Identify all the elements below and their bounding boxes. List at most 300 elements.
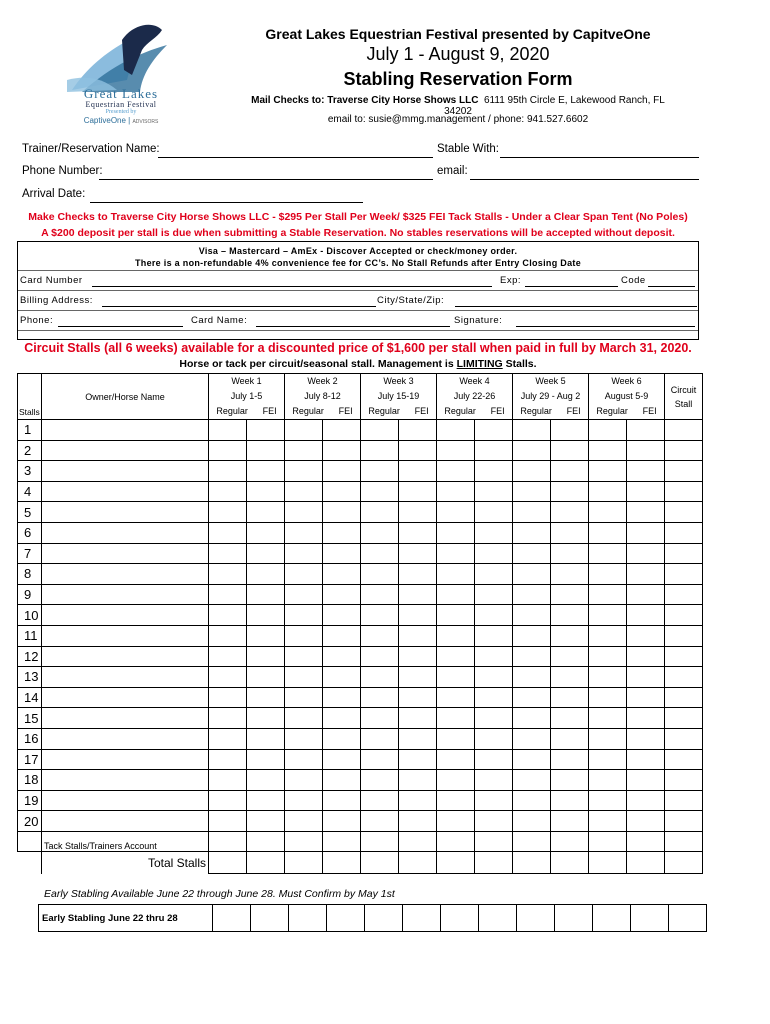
stall-cell[interactable] (361, 564, 399, 585)
stall-cell[interactable] (513, 770, 551, 791)
stall-cell[interactable] (665, 811, 703, 832)
stall-cell[interactable] (551, 667, 589, 688)
stall-cell[interactable] (513, 646, 551, 667)
stall-cell[interactable] (323, 790, 361, 811)
stall-cell[interactable] (399, 790, 437, 811)
stall-cell[interactable] (437, 461, 475, 482)
total-cell[interactable] (589, 852, 627, 874)
owner-horse-cell[interactable] (42, 749, 209, 770)
stall-cell[interactable] (665, 440, 703, 461)
early-stabling-cell[interactable] (631, 905, 669, 932)
owner-horse-cell[interactable] (42, 646, 209, 667)
stall-cell[interactable] (589, 564, 627, 585)
stall-cell[interactable] (627, 625, 665, 646)
stall-cell[interactable] (323, 625, 361, 646)
stall-cell[interactable] (627, 708, 665, 729)
stall-cell[interactable] (513, 584, 551, 605)
stall-cell[interactable] (513, 481, 551, 502)
stall-cell[interactable] (665, 420, 703, 441)
stall-cell[interactable] (209, 811, 247, 832)
stall-cell[interactable] (247, 728, 285, 749)
stall-cell[interactable] (285, 543, 323, 564)
stall-cell[interactable] (285, 605, 323, 626)
stall-cell[interactable] (475, 605, 513, 626)
stall-cell[interactable] (475, 728, 513, 749)
stall-cell[interactable] (551, 790, 589, 811)
stall-cell[interactable] (513, 728, 551, 749)
stall-cell[interactable] (399, 564, 437, 585)
owner-horse-cell[interactable] (42, 440, 209, 461)
stall-cell[interactable] (323, 749, 361, 770)
early-stabling-cell[interactable] (517, 905, 555, 932)
stall-cell[interactable] (589, 811, 627, 832)
stall-cell[interactable] (437, 811, 475, 832)
stall-cell[interactable] (437, 625, 475, 646)
stall-cell[interactable] (513, 708, 551, 729)
stall-cell[interactable] (589, 708, 627, 729)
owner-horse-cell[interactable] (42, 728, 209, 749)
stall-cell[interactable] (513, 461, 551, 482)
stall-cell[interactable] (399, 687, 437, 708)
stall-cell[interactable] (665, 481, 703, 502)
stall-cell[interactable] (475, 481, 513, 502)
early-stabling-cell[interactable] (289, 905, 327, 932)
stall-cell[interactable] (551, 420, 589, 441)
owner-horse-cell[interactable] (42, 543, 209, 564)
stall-cell[interactable] (437, 584, 475, 605)
stall-cell[interactable] (665, 749, 703, 770)
stall-cell[interactable] (247, 564, 285, 585)
stall-cell[interactable] (247, 584, 285, 605)
stall-cell[interactable] (285, 770, 323, 791)
stall-cell[interactable] (513, 687, 551, 708)
stall-cell[interactable] (627, 481, 665, 502)
stall-cell[interactable] (589, 481, 627, 502)
stall-cell[interactable] (551, 831, 589, 852)
stall-cell[interactable] (361, 728, 399, 749)
stall-cell[interactable] (361, 790, 399, 811)
stall-cell[interactable] (513, 749, 551, 770)
stall-cell[interactable] (513, 625, 551, 646)
stall-cell[interactable] (285, 667, 323, 688)
stall-cell[interactable] (475, 646, 513, 667)
stall-cell[interactable] (247, 605, 285, 626)
stall-cell[interactable] (627, 728, 665, 749)
stable-with-input[interactable] (500, 145, 699, 158)
stall-cell[interactable] (361, 584, 399, 605)
stall-cell[interactable] (475, 420, 513, 441)
stall-cell[interactable] (551, 728, 589, 749)
stall-cell[interactable] (475, 564, 513, 585)
stall-cell[interactable] (475, 625, 513, 646)
stall-cell[interactable] (247, 502, 285, 523)
early-stabling-cell[interactable] (403, 905, 441, 932)
stall-cell[interactable] (513, 831, 551, 852)
stall-cell[interactable] (665, 831, 703, 852)
stall-cell[interactable] (323, 420, 361, 441)
total-cell[interactable] (323, 852, 361, 874)
stall-cell[interactable] (437, 687, 475, 708)
stall-cell[interactable] (209, 502, 247, 523)
owner-horse-cell[interactable] (42, 667, 209, 688)
stall-cell[interactable] (247, 790, 285, 811)
stall-cell[interactable] (627, 646, 665, 667)
stall-cell[interactable] (247, 646, 285, 667)
early-stabling-cell[interactable] (441, 905, 479, 932)
stall-cell[interactable] (361, 646, 399, 667)
stall-cell[interactable] (437, 522, 475, 543)
stall-cell[interactable] (361, 543, 399, 564)
stall-cell[interactable] (247, 687, 285, 708)
stall-cell[interactable] (285, 728, 323, 749)
stall-cell[interactable] (399, 543, 437, 564)
stall-cell[interactable] (323, 584, 361, 605)
stall-cell[interactable] (589, 420, 627, 441)
stall-cell[interactable] (627, 605, 665, 626)
stall-cell[interactable] (247, 543, 285, 564)
stall-cell[interactable] (399, 831, 437, 852)
stall-cell[interactable] (323, 605, 361, 626)
stall-cell[interactable] (665, 543, 703, 564)
stall-cell[interactable] (513, 502, 551, 523)
stall-cell[interactable] (323, 667, 361, 688)
stall-cell[interactable] (399, 481, 437, 502)
card-number-input[interactable] (92, 277, 492, 287)
stall-cell[interactable] (209, 625, 247, 646)
stall-cell[interactable] (589, 625, 627, 646)
stall-cell[interactable] (209, 708, 247, 729)
stall-cell[interactable] (285, 564, 323, 585)
stall-cell[interactable] (247, 811, 285, 832)
stall-cell[interactable] (323, 543, 361, 564)
owner-horse-cell[interactable] (42, 625, 209, 646)
stall-cell[interactable] (209, 770, 247, 791)
early-stabling-cell[interactable] (213, 905, 251, 932)
stall-cell[interactable] (589, 605, 627, 626)
early-stabling-cell[interactable] (365, 905, 403, 932)
stall-cell[interactable] (437, 831, 475, 852)
total-cell[interactable] (437, 852, 475, 874)
stall-cell[interactable] (285, 461, 323, 482)
owner-horse-cell[interactable] (42, 481, 209, 502)
stall-cell[interactable] (247, 420, 285, 441)
stall-cell[interactable] (589, 790, 627, 811)
stall-cell[interactable] (285, 625, 323, 646)
stall-cell[interactable] (323, 687, 361, 708)
stall-cell[interactable] (589, 770, 627, 791)
stall-cell[interactable] (551, 481, 589, 502)
stall-cell[interactable] (475, 687, 513, 708)
stall-cell[interactable] (665, 564, 703, 585)
stall-cell[interactable] (551, 461, 589, 482)
stall-cell[interactable] (437, 646, 475, 667)
stall-cell[interactable] (361, 605, 399, 626)
stall-cell[interactable] (589, 687, 627, 708)
stall-cell[interactable] (285, 481, 323, 502)
stall-cell[interactable] (551, 708, 589, 729)
owner-horse-cell[interactable] (42, 790, 209, 811)
stall-cell[interactable] (361, 522, 399, 543)
stall-cell[interactable] (361, 831, 399, 852)
stall-cell[interactable] (323, 481, 361, 502)
stall-cell[interactable] (589, 831, 627, 852)
stall-cell[interactable] (437, 708, 475, 729)
stall-cell[interactable] (589, 461, 627, 482)
stall-cell[interactable] (399, 708, 437, 729)
stall-cell[interactable] (551, 522, 589, 543)
stall-cell[interactable] (323, 811, 361, 832)
total-cell[interactable] (627, 852, 665, 874)
stall-cell[interactable] (437, 667, 475, 688)
stall-cell[interactable] (437, 564, 475, 585)
stall-cell[interactable] (247, 667, 285, 688)
code-input[interactable] (648, 277, 695, 287)
stall-cell[interactable] (513, 543, 551, 564)
stall-cell[interactable] (475, 790, 513, 811)
stall-cell[interactable] (399, 728, 437, 749)
stall-cell[interactable] (361, 502, 399, 523)
stall-cell[interactable] (323, 770, 361, 791)
stall-cell[interactable] (285, 584, 323, 605)
stall-cell[interactable] (209, 564, 247, 585)
stall-cell[interactable] (551, 564, 589, 585)
stall-cell[interactable] (475, 749, 513, 770)
total-cell[interactable] (399, 852, 437, 874)
card-name-input[interactable] (256, 317, 450, 327)
stall-cell[interactable] (323, 708, 361, 729)
stall-cell[interactable] (475, 522, 513, 543)
stall-cell[interactable] (285, 811, 323, 832)
stall-cell[interactable] (627, 502, 665, 523)
stall-cell[interactable] (551, 646, 589, 667)
stall-cell[interactable] (247, 522, 285, 543)
stall-cell[interactable] (209, 790, 247, 811)
stall-cell[interactable] (399, 770, 437, 791)
stall-cell[interactable] (627, 564, 665, 585)
stall-cell[interactable] (475, 770, 513, 791)
stall-cell[interactable] (513, 605, 551, 626)
stall-cell[interactable] (627, 543, 665, 564)
stall-cell[interactable] (285, 440, 323, 461)
stall-cell[interactable] (551, 543, 589, 564)
stall-cell[interactable] (437, 420, 475, 441)
stall-cell[interactable] (399, 667, 437, 688)
stall-cell[interactable] (589, 543, 627, 564)
stall-cell[interactable] (323, 831, 361, 852)
stall-cell[interactable] (475, 502, 513, 523)
stall-cell[interactable] (475, 811, 513, 832)
stall-cell[interactable] (665, 790, 703, 811)
stall-cell[interactable] (437, 749, 475, 770)
early-stabling-cell[interactable] (669, 905, 707, 932)
stall-cell[interactable] (665, 625, 703, 646)
stall-cell[interactable] (665, 502, 703, 523)
stall-cell[interactable] (437, 440, 475, 461)
total-cell[interactable] (665, 852, 703, 874)
owner-horse-cell[interactable] (42, 708, 209, 729)
stall-cell[interactable] (247, 461, 285, 482)
stall-cell[interactable] (665, 522, 703, 543)
stall-cell[interactable] (399, 461, 437, 482)
stall-cell[interactable] (209, 646, 247, 667)
stall-cell[interactable] (209, 543, 247, 564)
stall-cell[interactable] (209, 522, 247, 543)
stall-cell[interactable] (361, 440, 399, 461)
owner-horse-cell[interactable] (42, 564, 209, 585)
stall-cell[interactable] (361, 749, 399, 770)
owner-horse-cell[interactable] (42, 522, 209, 543)
owner-horse-cell[interactable] (42, 687, 209, 708)
total-cell[interactable] (361, 852, 399, 874)
stall-cell[interactable] (437, 770, 475, 791)
stall-cell[interactable] (513, 790, 551, 811)
stall-cell[interactable] (361, 811, 399, 832)
stall-cell[interactable] (399, 749, 437, 770)
stall-cell[interactable] (627, 811, 665, 832)
stall-cell[interactable] (437, 502, 475, 523)
owner-horse-cell[interactable] (42, 461, 209, 482)
stall-cell[interactable] (285, 790, 323, 811)
stall-cell[interactable] (551, 811, 589, 832)
stall-cell[interactable] (361, 625, 399, 646)
owner-horse-cell[interactable] (42, 420, 209, 441)
stall-cell[interactable] (475, 708, 513, 729)
stall-cell[interactable] (323, 440, 361, 461)
stall-cell[interactable] (209, 420, 247, 441)
stall-cell[interactable] (513, 522, 551, 543)
email-input[interactable] (470, 167, 699, 180)
stall-cell[interactable] (247, 708, 285, 729)
stall-cell[interactable] (665, 584, 703, 605)
stall-cell[interactable] (589, 502, 627, 523)
stall-cell[interactable] (399, 420, 437, 441)
stall-cell[interactable] (285, 831, 323, 852)
stall-cell[interactable] (361, 481, 399, 502)
stall-cell[interactable] (627, 687, 665, 708)
stall-cell[interactable] (437, 605, 475, 626)
stall-cell[interactable] (209, 481, 247, 502)
stall-cell[interactable] (247, 481, 285, 502)
stall-cell[interactable] (551, 770, 589, 791)
early-stabling-cell[interactable] (593, 905, 631, 932)
stall-cell[interactable] (475, 461, 513, 482)
total-cell[interactable] (285, 852, 323, 874)
stall-cell[interactable] (627, 790, 665, 811)
stall-cell[interactable] (285, 522, 323, 543)
total-cell[interactable] (475, 852, 513, 874)
stall-cell[interactable] (399, 625, 437, 646)
stall-cell[interactable] (209, 749, 247, 770)
arrival-input[interactable] (90, 190, 363, 203)
stall-cell[interactable] (361, 770, 399, 791)
stall-cell[interactable] (665, 667, 703, 688)
stall-cell[interactable] (551, 749, 589, 770)
early-stabling-cell[interactable] (479, 905, 517, 932)
stall-cell[interactable] (551, 440, 589, 461)
stall-cell[interactable] (247, 440, 285, 461)
stall-cell[interactable] (209, 461, 247, 482)
stall-cell[interactable] (589, 522, 627, 543)
stall-cell[interactable] (399, 522, 437, 543)
billing-input[interactable] (102, 297, 376, 307)
stall-cell[interactable] (209, 440, 247, 461)
stall-cell[interactable] (627, 749, 665, 770)
stall-cell[interactable] (551, 584, 589, 605)
stall-cell[interactable] (399, 646, 437, 667)
stall-cell[interactable] (513, 440, 551, 461)
stall-cell[interactable] (551, 502, 589, 523)
stall-cell[interactable] (551, 605, 589, 626)
owner-horse-cell[interactable] (42, 811, 209, 832)
stall-cell[interactable] (665, 770, 703, 791)
total-cell[interactable] (513, 852, 551, 874)
total-cell[interactable] (209, 852, 247, 874)
stall-cell[interactable] (475, 543, 513, 564)
stall-cell[interactable] (323, 522, 361, 543)
stall-cell[interactable] (247, 770, 285, 791)
stall-cell[interactable] (437, 728, 475, 749)
stall-cell[interactable] (475, 584, 513, 605)
stall-cell[interactable] (323, 564, 361, 585)
stall-cell[interactable] (589, 646, 627, 667)
stall-cell[interactable] (285, 749, 323, 770)
stall-cell[interactable] (551, 625, 589, 646)
early-stabling-cell[interactable] (555, 905, 593, 932)
stall-cell[interactable] (551, 687, 589, 708)
stall-cell[interactable] (627, 770, 665, 791)
stall-cell[interactable] (627, 440, 665, 461)
stall-cell[interactable] (589, 667, 627, 688)
stall-cell[interactable] (627, 420, 665, 441)
stall-cell[interactable] (589, 440, 627, 461)
stall-cell[interactable] (627, 522, 665, 543)
stall-cell[interactable] (361, 461, 399, 482)
stall-cell[interactable] (399, 502, 437, 523)
stall-cell[interactable] (285, 502, 323, 523)
stall-cell[interactable] (589, 584, 627, 605)
stall-cell[interactable] (247, 749, 285, 770)
stall-cell[interactable] (247, 831, 285, 852)
stall-cell[interactable] (285, 687, 323, 708)
payment-phone-input[interactable] (58, 317, 183, 327)
stall-cell[interactable] (665, 461, 703, 482)
stall-cell[interactable] (361, 667, 399, 688)
stall-cell[interactable] (285, 708, 323, 729)
stall-cell[interactable] (513, 667, 551, 688)
stall-cell[interactable] (475, 440, 513, 461)
stall-cell[interactable] (209, 831, 247, 852)
stall-cell[interactable] (209, 728, 247, 749)
total-cell[interactable] (551, 852, 589, 874)
stall-cell[interactable] (665, 728, 703, 749)
stall-cell[interactable] (361, 708, 399, 729)
stall-cell[interactable] (627, 584, 665, 605)
exp-input[interactable] (525, 277, 618, 287)
stall-cell[interactable] (399, 811, 437, 832)
stall-cell[interactable] (285, 646, 323, 667)
stall-cell[interactable] (589, 728, 627, 749)
owner-horse-cell[interactable] (42, 584, 209, 605)
stall-cell[interactable] (627, 831, 665, 852)
owner-horse-cell[interactable] (42, 770, 209, 791)
stall-cell[interactable] (285, 420, 323, 441)
stall-cell[interactable] (475, 667, 513, 688)
stall-cell[interactable] (627, 461, 665, 482)
stall-cell[interactable] (361, 420, 399, 441)
stall-cell[interactable] (209, 605, 247, 626)
stall-cell[interactable] (209, 687, 247, 708)
trainer-input[interactable] (158, 145, 433, 158)
